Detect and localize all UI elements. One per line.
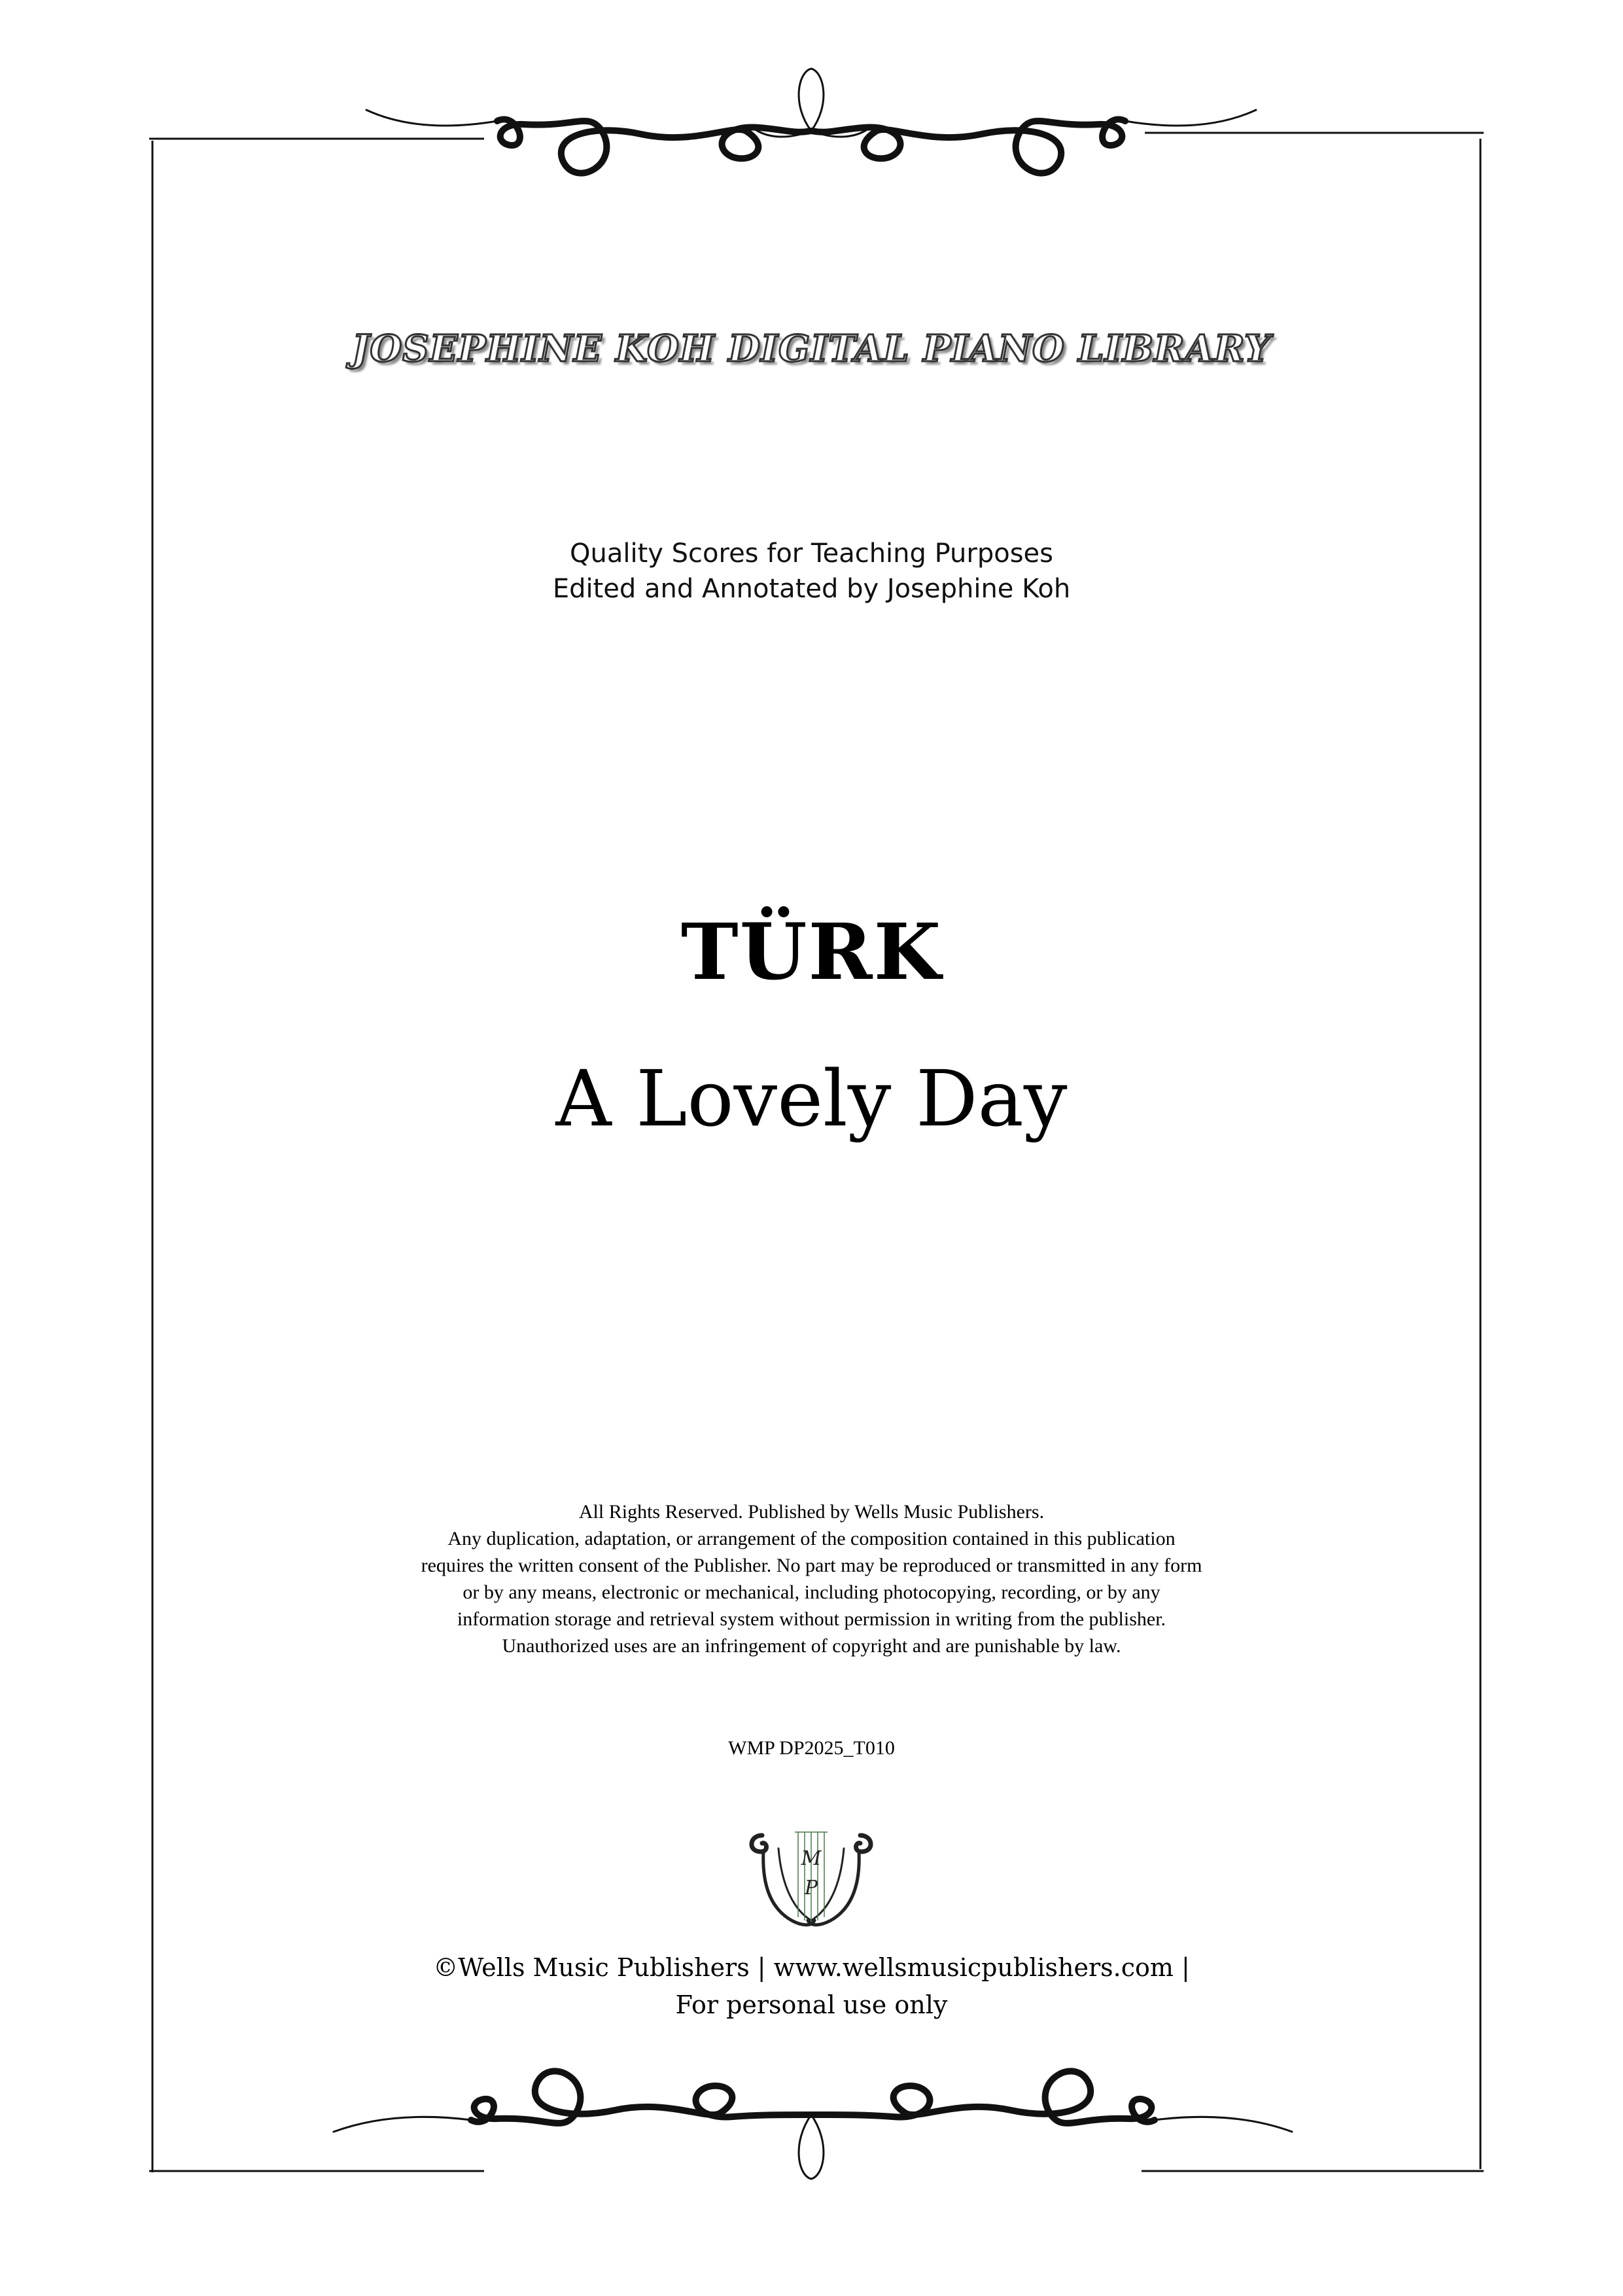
bottom-ornament-icon xyxy=(334,2071,1292,2179)
library-title: JOSEPHINE KOH DIGITAL PIANO LIBRARY xyxy=(352,327,1271,370)
top-ornament-icon xyxy=(366,69,1256,173)
logo-letter-p: P xyxy=(804,1877,818,1899)
copyright-line: Any duplication, adaptation, or arrangement of the composition contained in this publication xyxy=(447,1528,1176,1549)
editor-line: Edited and Annotated by Josephine Koh xyxy=(552,574,1071,604)
logo-letter-m: M xyxy=(801,1847,822,1870)
copyright-line: or by any means, electronic or mechanical, including photocopying, recording, or by any xyxy=(462,1581,1161,1603)
copyright-line: Unauthorized uses are an infringement of copyright and are punishable by law. xyxy=(502,1635,1121,1657)
copyright-notice xyxy=(0,1498,1623,1659)
tagline: Quality Scores for Teaching Purposes xyxy=(570,539,1053,569)
composer-name: TÜRK xyxy=(680,906,943,997)
copyright-line: information storage and retrieval system without permission in writing from the publisher. xyxy=(457,1608,1166,1630)
publisher-footer: ©Wells Music Publishers | www.wellsmusicpublishers.com | xyxy=(433,1953,1190,1982)
copyright-line: requires the written consent of the Publisher. No part may be reproduced or transmitted in any form xyxy=(421,1555,1202,1576)
lyre-logo-icon xyxy=(742,1822,880,1930)
copyright-line: All Rights Reserved. Published by Wells Music Publishers. xyxy=(578,1501,1045,1523)
piece-title: A Lovely Day xyxy=(555,1053,1068,1144)
catalog-number: WMP DP2025_T010 xyxy=(728,1737,895,1759)
usage-note: For personal use only xyxy=(675,1990,948,2019)
